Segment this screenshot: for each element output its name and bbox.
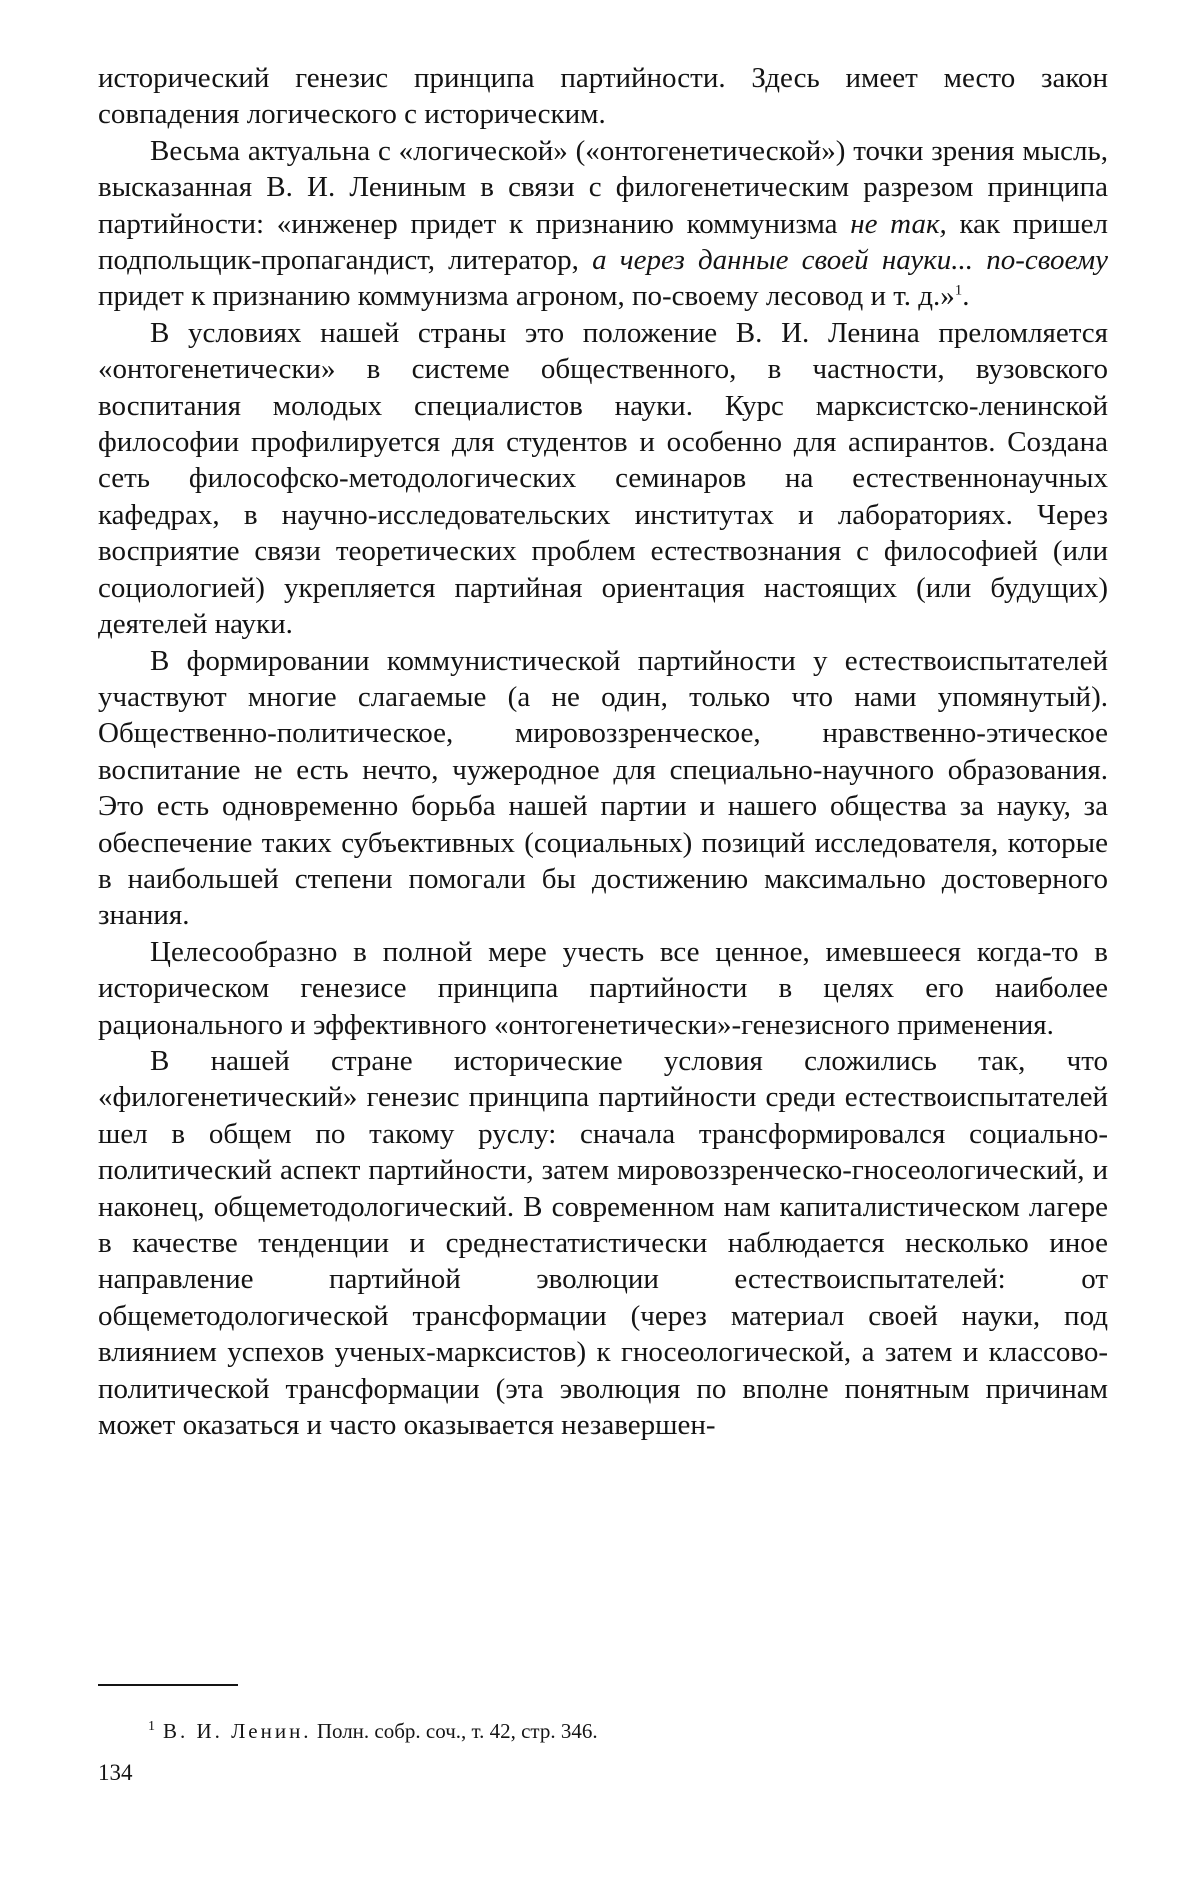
footnote-number: 1 <box>148 1719 155 1734</box>
emphasis-ne-tak: не так, <box>850 207 947 240</box>
paragraph-2-part-4: . <box>962 280 970 313</box>
footnote-author: В. И. Ленин. <box>163 1719 312 1743</box>
footnote-text: Полн. собр. соч., т. 42, стр. 346. <box>311 1719 598 1743</box>
emphasis-cherez-dannye: а через данные своей науки... по-своему <box>592 244 1108 277</box>
paragraph-1: исторический генезис принципа партийности. Здесь имеет место закон совпадения логического с историческим. <box>98 62 1108 131</box>
paragraph-4: В формировании коммунистической партийности у естествоиспытателей участвуют многие слагаемые (а не один, только что нами упомянутый). Общественно-политическое, мировоззренческое, нравственно-этическое воспитание не есть нечто, чужеродное для специально-научного образования. Это есть одновременно борьба нашей партии и нашего общества за науку, за обеспечение таких субъективных (социальных) позиций исследователя, которые в наибольшей степени помогали бы достижению максимально достоверного знания. <box>98 644 1108 932</box>
paragraph-2-part-3: придет к признанию коммунизма агроном, по-своему лесовод и т. д.» <box>98 280 955 313</box>
paragraph-5: Целесообразно в полной мере учесть все ценное, имевшееся когда-то в историческом генезисе принципа партийности в целях его наиболее рационального и эффективного «онтогенетически»-генезисного применения. <box>98 935 1108 1041</box>
paragraph-2-part-1: Весьма актуальна с «логической» («онтогенетической») точки зрения мысль, высказанная В. И. Лениным в связи с филогенетическим разрезом принципа партийности: «инженер придет к признанию коммунизма <box>98 134 1108 240</box>
paragraph-2 <box>98 133 1108 315</box>
page-number: 134 <box>98 1760 133 1785</box>
paragraph-6: В нашей стране исторические условия сложились так, что «филогенетический» генезис принципа партийности среди естествоиспытателей шел в общем по такому руслу: сначала трансформировался социально-политический аспект партийности, затем мировоззренческо-гносеологический, и наконец, общеметодологический. В современном нам капиталистическом лагере в качестве тенденции и среднестатистически наблюдается несколько иное направление партийной эволюции естествоиспытателей: от общеметодологической трансформации (через материал своей науки, под влиянием успехов ученых-марксистов) к гносеологической, а затем и классово-политической трансформации (эта эволюция по вполне понятным причинам может оказаться и часто оказывается незавершен- <box>98 1044 1108 1442</box>
footnote <box>148 1714 1048 1744</box>
paragraph-3: В условиях нашей страны это положение В. И. Ленина преломляется «онтогенетически» в системе общественного, в частности, вузовского воспитания молодых специалистов науки. Курс марксистско-ленинской философии профилируется для студентов и особенно для аспирантов. Создана сеть философско-методологических семинаров на естественнонаучных кафедрах, в научно-исследовательских институтах и лабораториях. Через восприятие связи теоретических проблем естествознания с философией (или социологией) укрепляется партийная ориентация настоящих (или будущих) деятелей науки. <box>98 316 1108 641</box>
footnote-divider <box>98 1684 238 1686</box>
body-text <box>98 60 1108 1443</box>
footnote-marker: 1 <box>954 282 963 299</box>
paragraph-2-part-2: как пришел подпольщик-пропагандист, литератор, <box>98 207 1109 277</box>
